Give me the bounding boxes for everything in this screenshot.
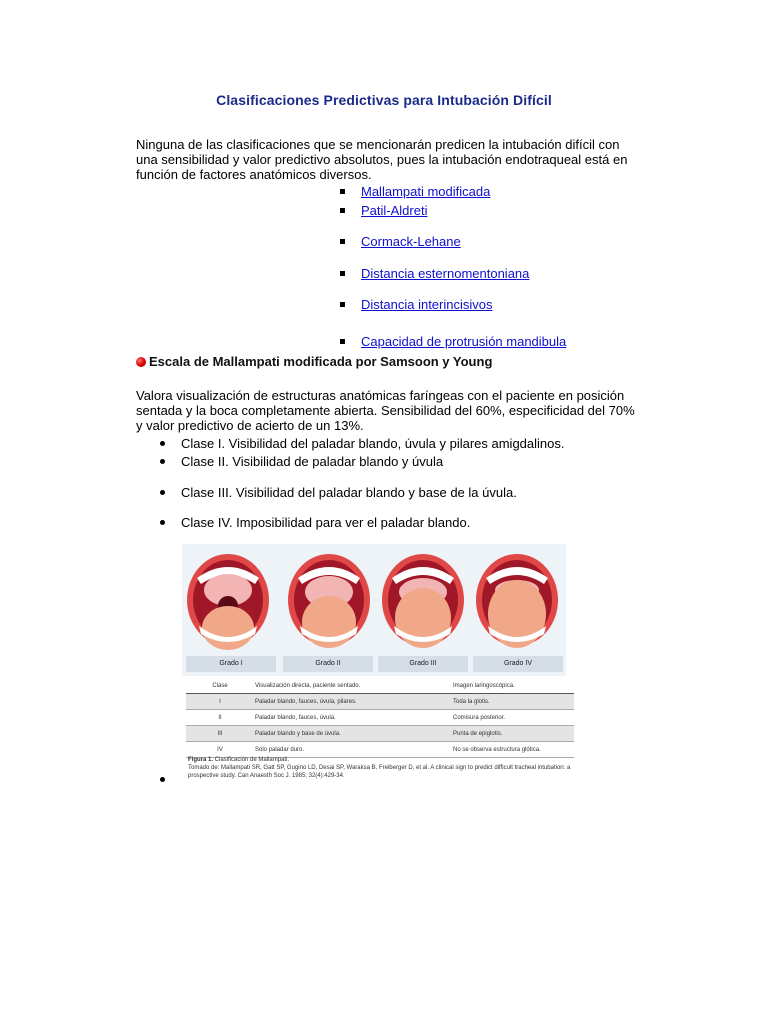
grade-3-label: Grado III [378,656,468,672]
square-bullet-icon [340,339,345,344]
table-cell: Toda la glotis. [452,694,574,710]
mallampati-description: Valora visualización de estructuras anatómicas faríngeas con el paciente en posición sentada y la boca completamente abierta. Sensibilidad del 60%, especificidad del 70% y valor predictivo de acierto de un 13%. [136,388,635,433]
link-distancia-interincisivos[interactable]: Distancia interincisivos [361,297,493,312]
class-text: Clase I. Visibilidad del paladar blando, úvula y pilares amigdalinos. [181,436,565,451]
caption-source: Tomado de: Mallampati SR, Gatt SP, Gugino LD, Desai SP, Waraksa B, Freiberger D, et al. A clinical sign to predict difficult tracheal intubation: a prospective study. Can Anaesth Soc J. 1985; 32(4):429-34. [188,765,571,779]
table-cell: Paladar blando, fauces, úvula, pilares. [254,694,452,710]
caption-label: Figura 1. [188,757,214,763]
class-text: Clase II. Visibilidad de paladar blando y úvula [181,454,444,469]
table-cell: I [186,694,254,710]
square-bullet-icon [340,302,345,307]
table-header-cell: Visualización directa, paciente sentado. [254,678,452,694]
square-bullet-icon [340,208,345,213]
intro-paragraph: Ninguna de las clasificaciones que se mencionarán predicen la intubación difícil con una sensibilidad y valor predictivo absolutos, pues la intubación endotraqueal está en función de factores anatómicos diversos. [136,137,628,182]
round-bullet-icon [160,441,165,446]
link-mallampati[interactable]: Mallampati modificada [361,184,491,199]
table-header-cell: Clase [186,678,254,694]
link-distancia-esternomentoniana[interactable]: Distancia esternomentoniana [361,266,530,281]
page-title: Clasificaciones Predictivas para Intubación Difícil [216,92,552,108]
table-row [186,710,574,726]
table-row [186,726,574,742]
grade-2-label: Grado II [283,656,373,672]
link-cormack-lehane[interactable]: Cormack-Lehane [361,234,461,249]
mouth-grade-3-illustration [380,552,466,652]
table-cell: Sólo paladar duro. [254,742,452,758]
caption-title: Clasificación de Mallampati. [213,757,290,763]
mouth-grade-4-illustration [474,552,560,652]
square-bullet-icon [340,271,345,276]
class-text: Clase III. Visibilidad del paladar blando y base de la úvula. [181,485,517,500]
section-heading [136,354,492,369]
round-bullet-icon [160,459,165,464]
table-cell: IV [186,742,254,758]
round-bullet-icon [160,777,165,782]
grade-4-label: Grado IV [473,656,563,672]
mouth-grade-1-illustration [185,552,271,652]
table-cell: Paladar blando y base de úvula. [254,726,452,742]
round-bullet-icon [160,520,165,525]
table-cell: No se observa estructura glótica. [452,742,574,758]
link-protrusion-mandibula[interactable]: Capacidad de protrusión mandibula [361,334,567,349]
table-cell: Paladar blando, fauces, úvula. [254,710,452,726]
table-cell: Punta de epiglotis. [452,726,574,742]
table-row [186,694,574,710]
table-header-row [186,678,574,694]
link-patil-aldreti[interactable]: Patil-Aldreti [361,203,428,218]
table-header-cell: Imagen laringoscópica. [452,678,574,694]
grade-1-label: Grado I [186,656,276,672]
table-cell: II [186,710,254,726]
round-bullet-icon [160,490,165,495]
table-cell: III [186,726,254,742]
square-bullet-icon [340,239,345,244]
square-bullet-icon [340,189,345,194]
mouth-grade-2-illustration [286,552,372,652]
red-bullet-icon [136,357,146,367]
class-text: Clase IV. Imposibilidad para ver el paladar blando. [181,515,471,530]
mallampati-figure [182,544,566,676]
table-cell: Comisura posterior. [452,710,574,726]
mallampati-table [186,678,574,758]
section-heading-text: Escala de Mallampati modificada por Samsoon y Young [149,354,493,369]
figure-caption [188,756,588,780]
